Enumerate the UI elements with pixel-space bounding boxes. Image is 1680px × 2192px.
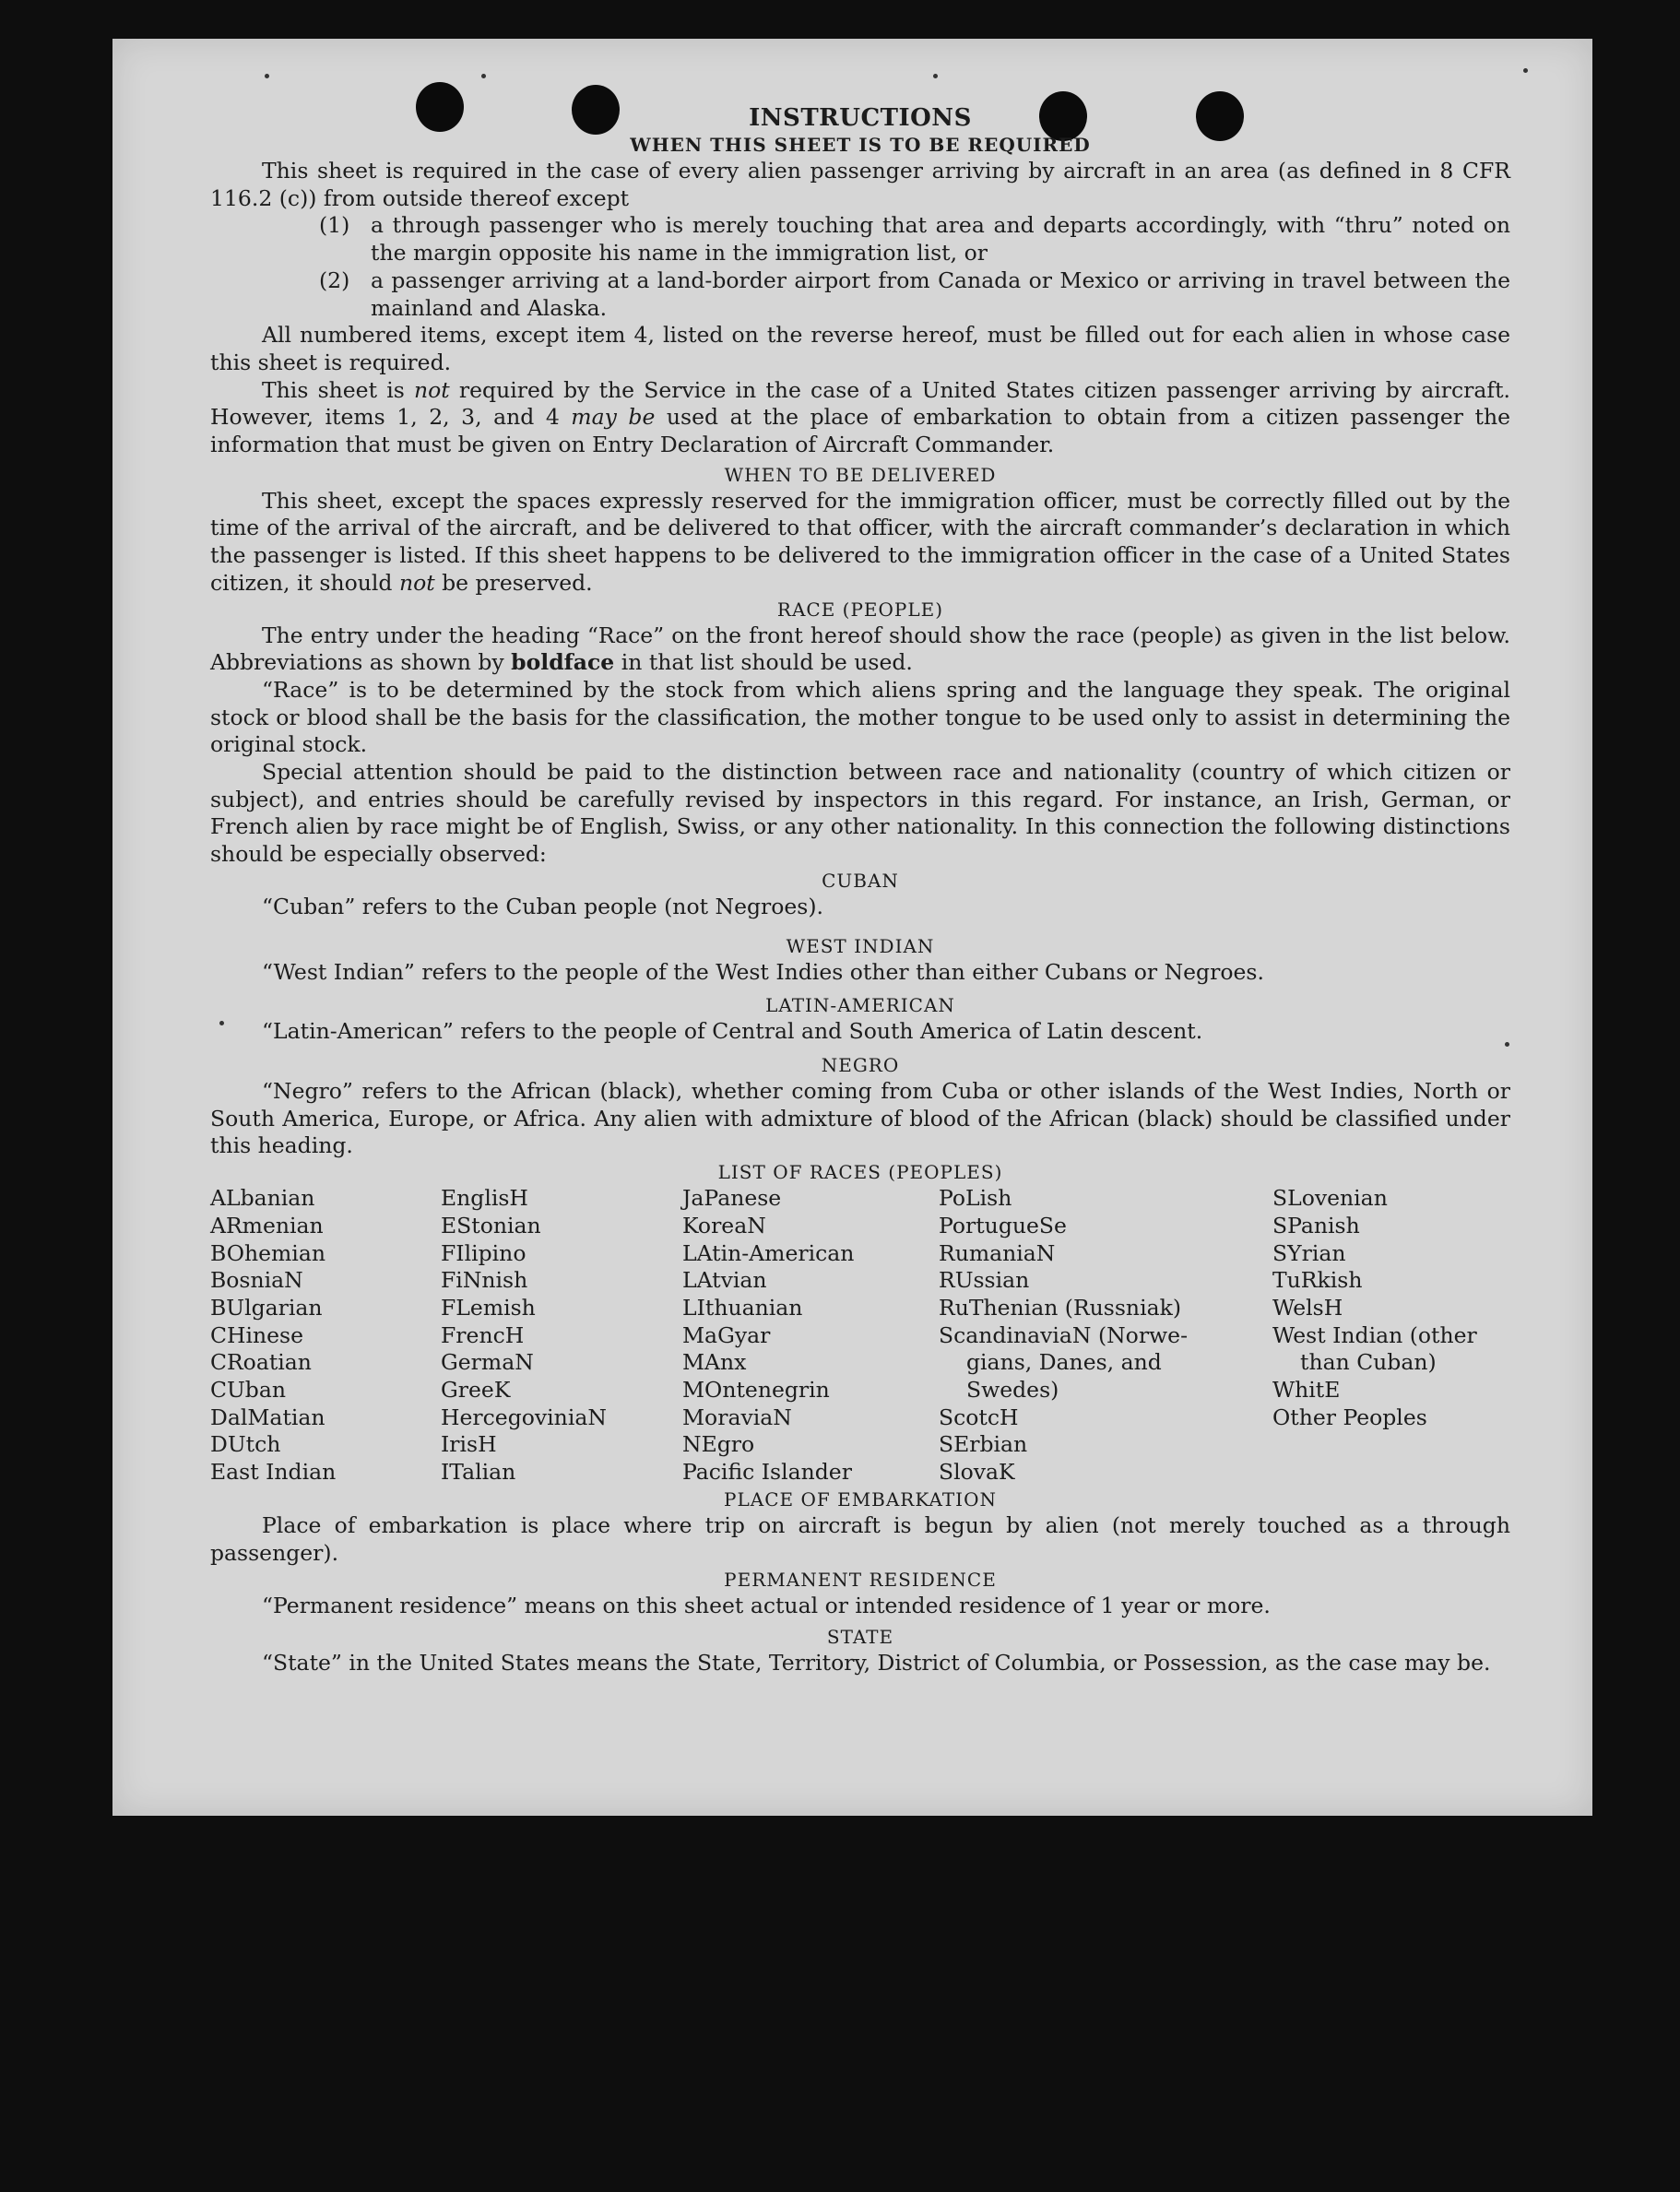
race-entry: MoraviaN [682,1404,792,1430]
paragraph-latin-american: “Latin-American” refers to the people of Central and South America of Latin descent. [262,1018,1203,1045]
heading-when-delivered: WHEN TO BE DELIVERED [724,463,997,486]
race-entry: EnglisH [441,1185,528,1212]
race-entry: TuRkish [1272,1267,1363,1294]
race-entry: KoreaN [682,1212,766,1238]
race-entry-continuation: Swedes) [966,1377,1059,1404]
race-entry: WhitE [1272,1377,1341,1404]
emphasis-text: not [413,376,450,403]
race-entry: JaPanese [682,1185,782,1212]
race-entry: SPanish [1272,1212,1360,1238]
race-entry: HercegoviniaN [441,1404,607,1430]
heading-negro: NEGRO [821,1053,900,1076]
heading-cuban: CUBAN [822,869,899,892]
race-column-5 [1272,1185,1477,1431]
race-entry: IrisH [441,1431,497,1458]
race-entry: LAtvian [682,1267,767,1294]
paragraph-state: “State” in the United States means the State, Territory, District of Columbia, or Possession, as the case may be. [262,1650,1491,1677]
exception-item [319,267,1510,322]
paragraph-race-nationality: Special attention should be paid to the distinction between race and nationality (country of which citizen or subject), and entries should be carefully revised by inspectors in this regard. For instance, an Irish, German, or French alien by race might be of English, Swiss, or any other nationality. In this connection the following distinctions should be especially observed: [210,759,1510,868]
race-list [210,1185,1510,1486]
paragraph-numbered-items: All numbered items, except item 4, listed on the reverse hereof, must be filled out for each alien in whose case this sheet is required. [210,322,1510,375]
text-run: This sheet is [262,376,414,403]
race-entry: FiNnish [441,1267,528,1294]
emphasis-text: not [398,569,435,596]
race-entry: LIthuanian [682,1294,803,1321]
heading-latin-american: LATIN-AMERICAN [765,994,955,1017]
text-run: required by the Service in the case of a United States citizen passenger arriving by aircraft. However, items 1, 2, 3, and 4 [210,376,1510,431]
heading-residence: PERMANENT RESIDENCE [724,1568,997,1591]
paragraph-embarkation: Place of embarkation is place where trip on aircraft is begun by alien (not merely touched as a through passenger). [210,1512,1510,1566]
speck [481,74,486,78]
heading-when-required: WHEN THIS SHEET IS TO BE REQUIRED [630,134,1091,156]
race-entry: SYrian [1272,1239,1346,1266]
race-column-1 [210,1185,336,1487]
exception-text: a passenger arriving at a land-border airport from Canada or Mexico or arriving in travel between the mainland and Alaska. [371,267,1510,321]
race-column-3 [682,1185,854,1487]
race-entry: Other Peoples [1272,1404,1427,1430]
paragraph-race-entry [210,622,1510,677]
race-entry: MaGyar [682,1321,771,1348]
race-entry: MOntenegrin [682,1377,830,1404]
text-run: used at the place of embarkation to obtain from a citizen passenger the information that must be given on Entry Declaration of Aircraft Commander. [210,404,1511,458]
race-entry: RumaniaN [939,1239,1056,1266]
heading-race: RACE (PEOPLE) [776,598,944,621]
race-entry: NEgro [682,1431,755,1458]
paragraph-west-indian: “West Indian” refers to the people of the West Indies other than either Cubans or Negroes. [262,958,1264,985]
race-column-2 [441,1185,607,1487]
race-entry: ALbanian [210,1185,315,1212]
race-entry: ARmenian [210,1212,324,1238]
speck [933,74,938,78]
text-run: be preserved. [434,569,593,596]
text-run: The entry under the heading “Race” on the front hereof should show the race (people) as given in the list below. Abbreviations as shown by [210,622,1510,676]
race-entry: West Indian (other [1272,1321,1477,1348]
race-column-4 [939,1185,1188,1487]
paragraph-required-intro: This sheet is required in the case of every alien passenger arriving by aircraft in an area (as defined in 8 CFR 116.2 (c)) from outside thereof except [210,158,1510,211]
paragraph-cuban: “Cuban” refers to the Cuban people (not Negroes). [262,893,824,919]
race-entry: Pacific Islander [682,1459,852,1486]
instructions-content [210,103,1510,1677]
paragraph-delivery [210,488,1510,598]
race-entry: CHinese [210,1321,303,1348]
race-entry: RuThenian (Russniak) [939,1294,1181,1321]
race-entry: WelsH [1272,1294,1343,1321]
exception-text: a through passenger who is merely touching that area and departs accordingly, with “thru” noted on the margin opposite his name in the immigration list, or [371,212,1510,267]
exception-item [319,212,1510,267]
emphasis-text: may be [571,404,656,431]
race-entry: BOhemian [210,1239,325,1266]
heading-embarkation: PLACE OF EMBARKATION [724,1488,997,1511]
race-entry: EStonian [441,1212,541,1238]
race-entry: SErbian [939,1431,1028,1458]
page-title: INSTRUCTIONS [749,104,972,132]
race-entry: MAnx [682,1349,747,1376]
paragraph-negro: “Negro” refers to the African (black), whether coming from Cuba or other islands of the West Indies, North or South America, Europe, or Africa. Any alien with admixture of blood of the African (black) should be classified under this heading. [210,1077,1510,1159]
race-entry: SlovaK [939,1459,1015,1486]
race-entry: FIlipino [441,1239,526,1266]
heading-list-of-races: LIST OF RACES (PEOPLES) [717,1161,1003,1184]
race-entry: LAtin-American [682,1239,855,1266]
race-entry: SLovenian [1272,1185,1388,1212]
document-sheet [112,39,1592,1816]
race-entry: GermaN [441,1349,534,1376]
race-entry: ITalian [441,1459,516,1486]
race-entry: PortugueSe [939,1212,1067,1238]
paragraph-citizen-passenger [210,377,1510,459]
bold-text: boldface [511,649,615,676]
heading-west-indian: WEST INDIAN [786,934,935,957]
race-entry-continuation: than Cuban) [1300,1349,1437,1376]
race-entry: CRoatian [210,1349,312,1376]
text-run: This sheet, except the spaces expressly reserved for the immigration officer, must be correctly filled out by the time of the arrival of the aircraft, and be delivered to that officer, with the aircraft commander’s declaration in which the passenger is listed. If this sheet happens to be delivered to the immigration officer in the case of a United States citizen, it should [210,487,1510,596]
speck [1523,68,1528,73]
race-entry: PoLish [939,1185,1012,1212]
race-entry: BosniaN [210,1267,303,1294]
exception-number: (2) [319,267,350,293]
heading-state: STATE [826,1626,894,1649]
race-entry: FrencH [441,1321,525,1348]
race-entry: RUssian [939,1267,1030,1294]
race-entry: DalMatian [210,1404,325,1430]
race-entry: GreeK [441,1377,511,1404]
race-entry: FLemish [441,1294,536,1321]
paragraph-residence: “Permanent residence” means on this sheet actual or intended residence of 1 year or more. [262,1592,1271,1618]
race-entry: BUlgarian [210,1294,323,1321]
text-run: in that list should be used. [614,649,913,676]
race-entry-continuation: gians, Danes, and [966,1349,1162,1376]
speck [265,74,269,78]
paragraph-race-stock: “Race” is to be determined by the stock from which aliens spring and the language they speak. The original stock or blood shall be the basis for the classification, the mother tongue to be used only to assist in determining the original stock. [210,676,1510,758]
race-entry: DUtch [210,1431,281,1458]
race-entry: ScotcH [939,1404,1019,1430]
exception-number: (1) [319,212,350,239]
race-entry: ScandinaviaN (Norwe- [939,1321,1189,1348]
race-entry: CUban [210,1377,286,1404]
race-entry: East Indian [210,1459,337,1486]
